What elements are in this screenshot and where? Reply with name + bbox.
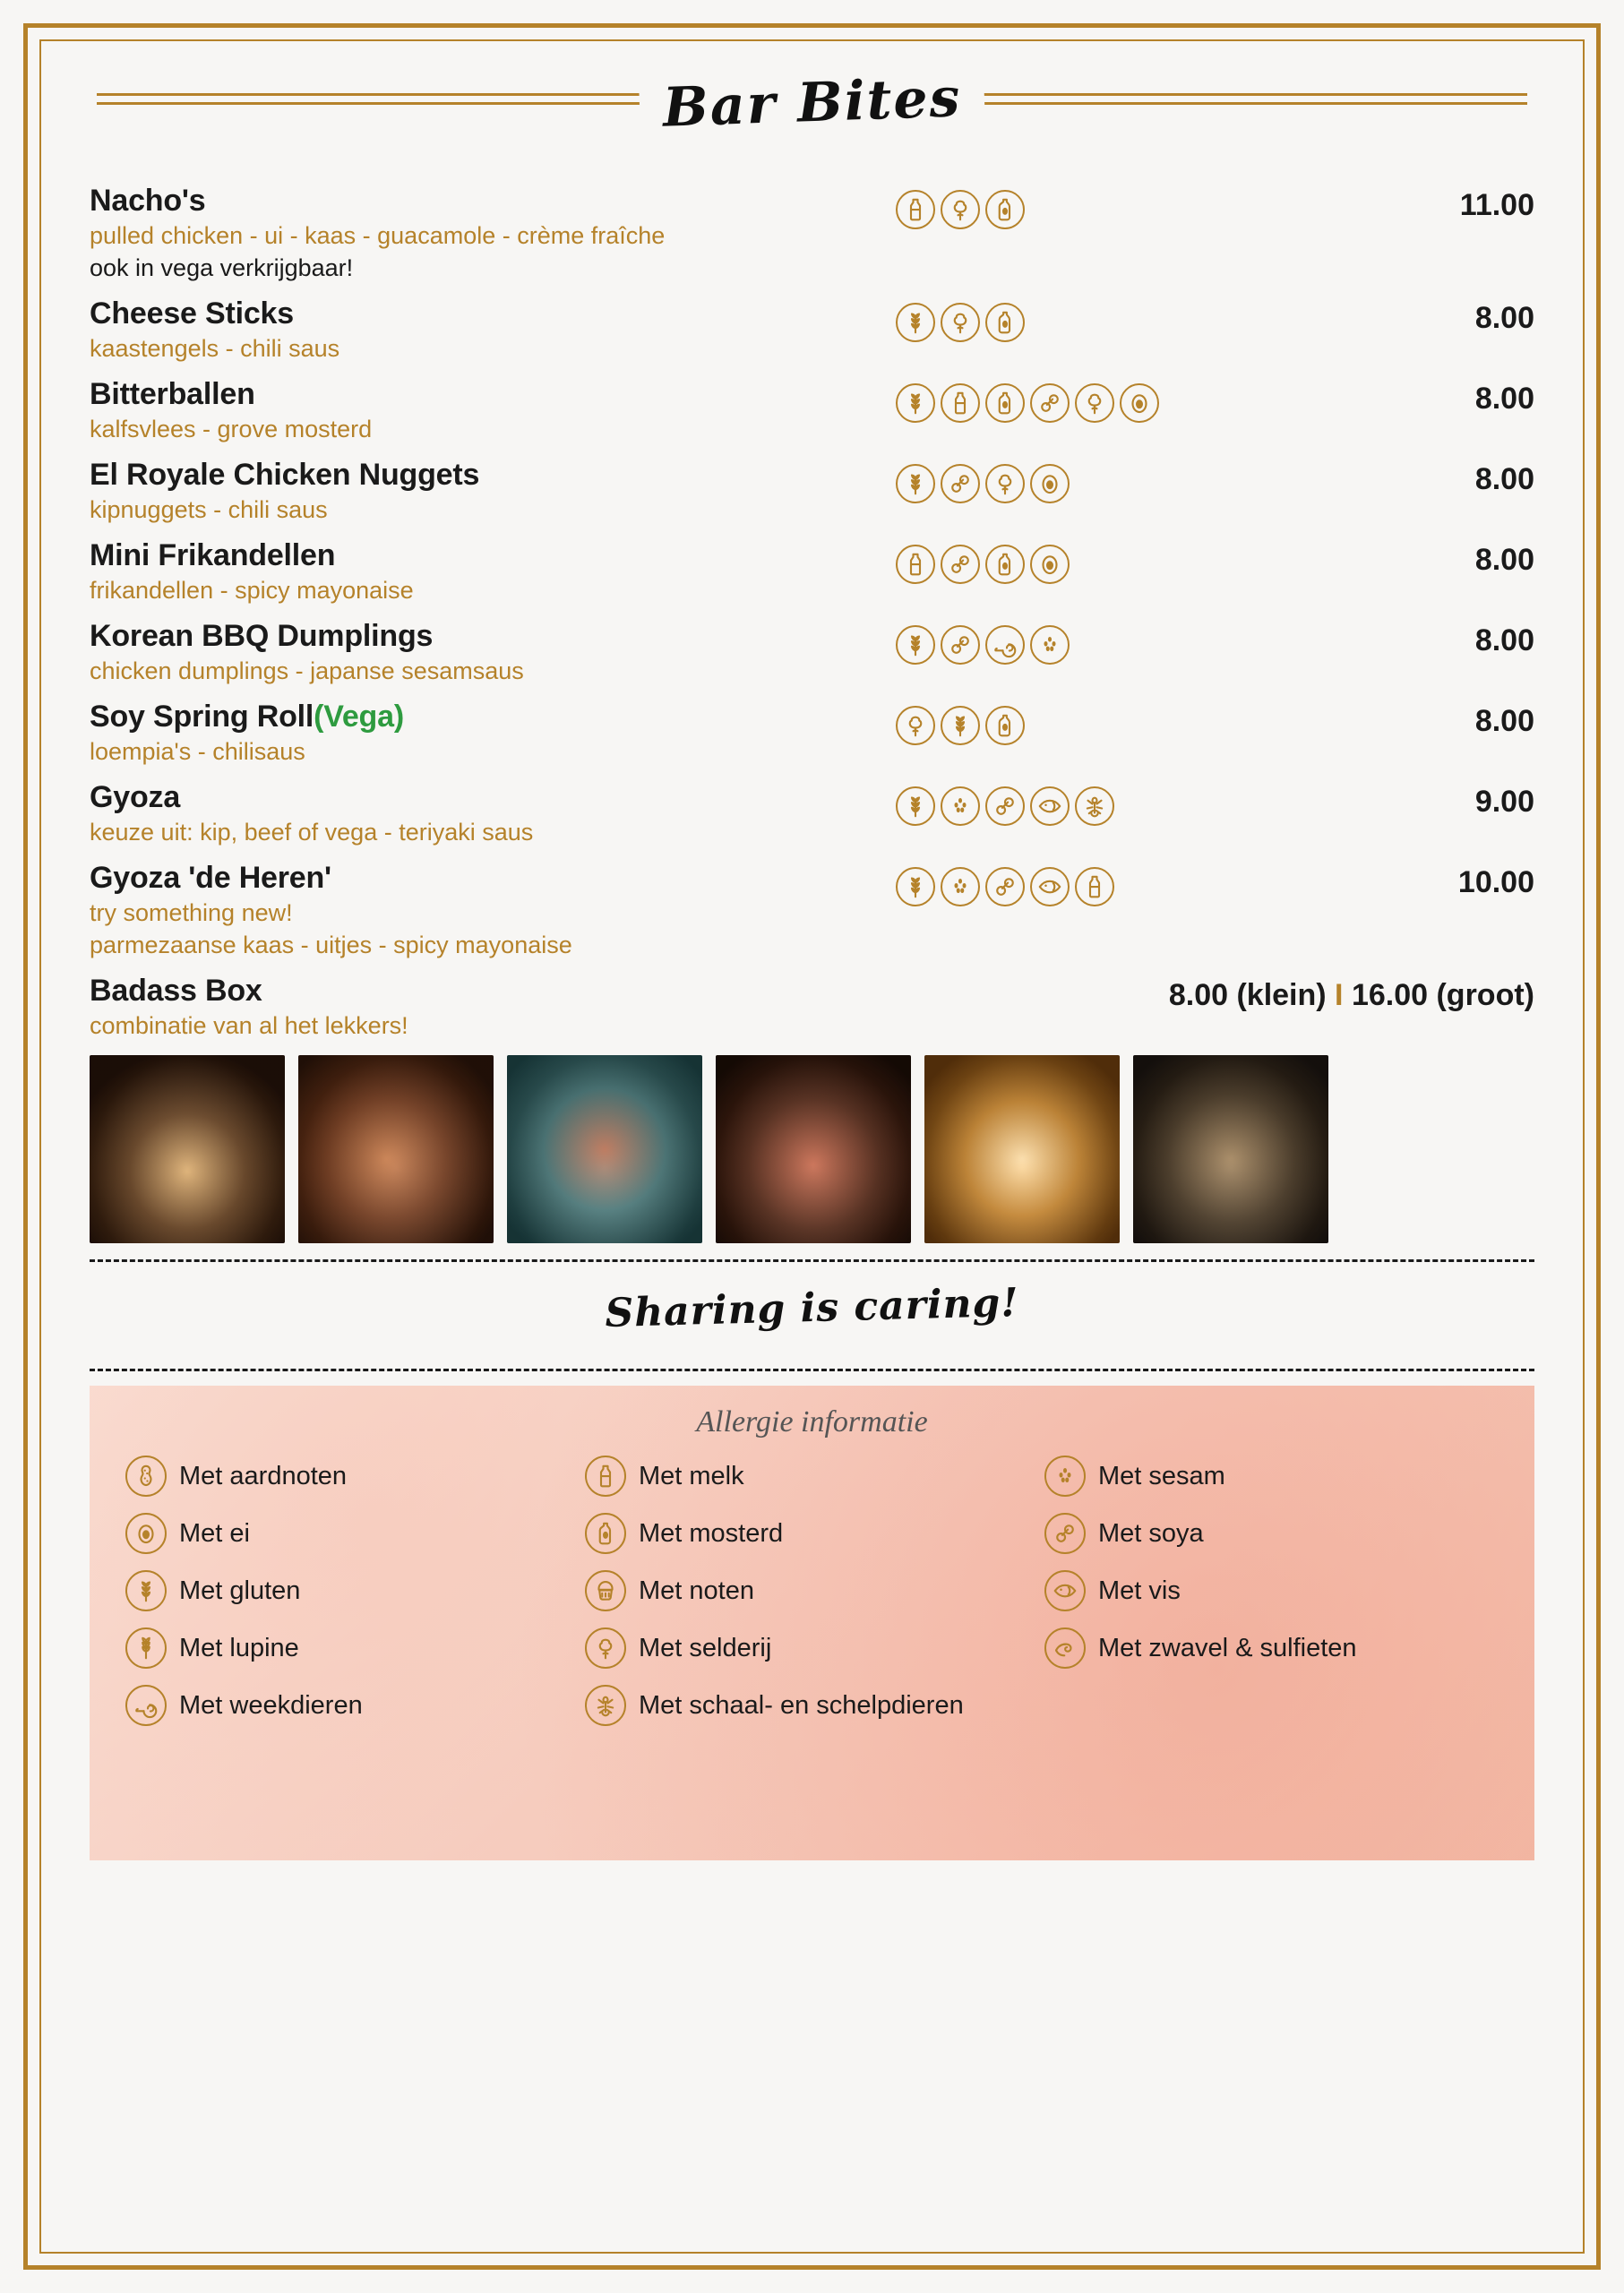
allergen-icon-group <box>896 457 1281 503</box>
menu-item-text <box>90 973 770 1041</box>
allergy-info-panel <box>90 1386 1534 1860</box>
allergen-icon-group <box>896 618 1281 665</box>
crustaceans-icon <box>1075 786 1114 826</box>
peanuts-icon <box>125 1456 167 1497</box>
price-large: 16.00 (groot) <box>1351 978 1534 1013</box>
sharing-tagline: Sharing is caring! <box>604 1280 1020 1337</box>
milk-icon <box>585 1456 626 1497</box>
gluten-icon <box>125 1570 167 1611</box>
allergy-legend-item <box>125 1685 580 1726</box>
menu-item-description: frikandellen - spicy mayonaise <box>90 577 414 605</box>
divider-bottom <box>90 1369 1534 1371</box>
menu-item-text <box>90 699 896 767</box>
gluten-icon <box>896 464 935 503</box>
egg-icon <box>1030 464 1070 503</box>
soy-icon <box>941 464 980 503</box>
soy-icon <box>1030 383 1070 423</box>
gluten-icon <box>896 786 935 826</box>
fish-icon <box>1030 867 1070 906</box>
menu-item-text <box>90 618 896 686</box>
fish-icon <box>1044 1570 1086 1611</box>
allergy-legend-label: Met zwavel & sulfieten <box>1098 1633 1357 1662</box>
menu-item-description: kalfsvlees - grove mosterd <box>90 416 373 443</box>
allergy-legend-label: Met selderij <box>639 1633 772 1662</box>
menu-header <box>90 54 1534 152</box>
sesame-icon <box>1044 1456 1086 1497</box>
photo-tuna-plate <box>507 1055 702 1243</box>
menu-item-price: 8.00 <box>1474 300 1534 335</box>
sesame-icon <box>1030 625 1070 665</box>
menu-item-name: Soy Spring Roll(Vega) <box>90 700 404 734</box>
allergy-legend-item <box>585 1513 1039 1554</box>
allergy-legend-item <box>1044 1570 1499 1611</box>
menu-item-text <box>90 296 896 364</box>
allergy-legend-item <box>1044 1513 1499 1554</box>
menu-item <box>90 618 1534 686</box>
gluten-icon <box>896 383 935 423</box>
menu-item-name: Gyoza <box>90 780 181 815</box>
allergy-legend-label: Met lupine <box>179 1633 299 1662</box>
menu-item-name: Mini Frikandellen <box>90 538 336 573</box>
photo-tartare <box>90 1055 285 1243</box>
menu-item-price: 8.00 <box>1474 462 1534 497</box>
mustard-icon <box>985 706 1025 745</box>
menu-item-text <box>90 183 896 283</box>
mustard-icon <box>985 383 1025 423</box>
menu-item <box>90 296 1534 364</box>
allergy-legend-label: Met sesam <box>1098 1461 1225 1490</box>
celery-icon <box>941 303 980 342</box>
soy-icon <box>1044 1513 1086 1554</box>
egg-icon <box>1120 383 1159 423</box>
menu-items-list <box>90 183 1534 1041</box>
soy-icon <box>941 545 980 584</box>
celery-icon <box>985 464 1025 503</box>
allergy-legend-label: Met weekdieren <box>179 1690 363 1720</box>
menu-item <box>90 779 1534 847</box>
allergy-legend-label: Met mosterd <box>639 1518 784 1548</box>
allergy-legend-label: Met noten <box>639 1576 754 1605</box>
menu-item <box>90 537 1534 605</box>
soy-icon <box>941 625 980 665</box>
mustard-icon <box>985 190 1025 229</box>
allergy-legend-label: Met schaal- en schelpdieren <box>639 1690 964 1720</box>
allergen-icon-group <box>896 296 1281 342</box>
menu-item-description: loempia's - chilisaus <box>90 738 305 766</box>
allergy-legend-label: Met melk <box>639 1461 744 1490</box>
menu-item-description-secondary: parmezaanse kaas - uitjes - spicy mayonaise <box>90 932 572 959</box>
price-separator: I <box>1335 978 1344 1013</box>
molluscs-icon <box>985 625 1025 665</box>
lupine-icon <box>125 1627 167 1669</box>
allergy-legend-item <box>585 1570 1039 1611</box>
sesame-icon <box>941 867 980 906</box>
allergy-grid <box>125 1456 1499 1726</box>
allergen-icon-group <box>896 779 1281 826</box>
menu-item <box>90 457 1534 525</box>
menu-item-price: 8.00 <box>1474 704 1534 739</box>
allergy-legend-item <box>125 1456 580 1497</box>
nuts-icon <box>585 1570 626 1611</box>
allergy-legend-label: Met gluten <box>179 1576 301 1605</box>
menu-item-description: chicken dumplings - japanse sesamsaus <box>90 657 524 685</box>
menu-item-price-combo <box>770 973 1534 1013</box>
allergy-legend-item <box>125 1627 580 1669</box>
allergy-legend-label: Met ei <box>179 1518 250 1548</box>
allergy-legend-item <box>125 1513 580 1554</box>
price-small: 8.00 (klein) <box>1168 978 1327 1013</box>
menu-item-text <box>90 457 896 525</box>
menu-item-description: combinatie van al het lekkers! <box>90 1012 408 1040</box>
celery-icon <box>896 706 935 745</box>
allergy-legend-label: Met soya <box>1098 1518 1204 1548</box>
allergy-legend-item <box>1044 1456 1499 1497</box>
allergy-legend-label: Met vis <box>1098 1576 1181 1605</box>
allergen-icon-group <box>896 860 1281 906</box>
allergen-icon-group <box>896 183 1281 229</box>
molluscs-icon <box>125 1685 167 1726</box>
allergen-icon-group <box>896 376 1281 423</box>
menu-item-text <box>90 376 896 444</box>
header-rule-right <box>983 93 1527 113</box>
allergy-title: Allergie informatie <box>696 1405 928 1439</box>
sulfite-icon <box>1044 1627 1086 1669</box>
menu-item-description: try something new! <box>90 899 293 927</box>
crustaceans-icon <box>585 1685 626 1726</box>
allergy-legend-item <box>1044 1627 1499 1669</box>
gluten-icon <box>896 625 935 665</box>
menu-item-description: kipnuggets - chili saus <box>90 496 328 524</box>
celery-icon <box>1075 383 1114 423</box>
fish-icon <box>1030 786 1070 826</box>
menu-item-name: Bitterballen <box>90 377 255 412</box>
allergen-icon-group <box>896 699 1281 745</box>
allergy-legend-item <box>585 1456 1039 1497</box>
soy-icon <box>985 867 1025 906</box>
menu-item <box>90 860 1534 960</box>
menu-item-price: 8.00 <box>1474 623 1534 658</box>
menu-item-price: 11.00 <box>1459 188 1534 222</box>
allergy-legend-item <box>585 1627 1039 1669</box>
milk-icon <box>941 383 980 423</box>
milk-icon <box>1075 867 1114 906</box>
menu-item-name: El Royale Chicken Nuggets <box>90 458 480 493</box>
allergy-legend-item <box>585 1685 1039 1726</box>
menu-item-price: 10.00 <box>1457 865 1534 900</box>
gluten-icon <box>941 706 980 745</box>
allergy-legend-item <box>125 1570 580 1611</box>
menu-item-text <box>90 537 896 605</box>
sesame-icon <box>941 786 980 826</box>
menu-item <box>90 699 1534 767</box>
menu-item-name: Korean BBQ Dumplings <box>90 619 434 654</box>
soy-icon <box>985 786 1025 826</box>
egg-icon <box>1030 545 1070 584</box>
photo-tomato-dish <box>298 1055 494 1243</box>
menu-item-name: Cheese Sticks <box>90 296 294 331</box>
gluten-icon <box>896 303 935 342</box>
menu-item-description: kaastengels - chili saus <box>90 335 340 363</box>
menu-item-badass-box <box>90 973 1534 1041</box>
gluten-icon <box>896 867 935 906</box>
menu-item-vega-tag: (Vega) <box>314 700 404 734</box>
photo-steak-plate <box>1133 1055 1328 1243</box>
menu-item-name: Badass Box <box>90 974 262 1009</box>
header-rule-left <box>97 93 641 113</box>
page-title: Bar Bites <box>639 65 985 140</box>
menu-item-name: Gyoza 'de Heren' <box>90 861 331 896</box>
mustard-icon <box>985 303 1025 342</box>
menu-item-text <box>90 860 896 960</box>
milk-icon <box>896 190 935 229</box>
egg-icon <box>125 1513 167 1554</box>
menu-item-description: pulled chicken - ui - kaas - guacamole - crème fraîche <box>90 222 666 250</box>
menu-item-price: 8.00 <box>1474 382 1534 417</box>
photo-cocktail <box>924 1055 1120 1243</box>
allergen-icon-group <box>896 537 1281 584</box>
menu-item-price: 8.00 <box>1474 543 1534 578</box>
menu-item-description-secondary: ook in vega verkrijgbaar! <box>90 254 354 282</box>
menu-item-description: keuze uit: kip, beef of vega - teriyaki saus <box>90 819 534 846</box>
menu-item-text <box>90 779 896 847</box>
celery-icon <box>941 190 980 229</box>
celery-icon <box>585 1627 626 1669</box>
menu-item <box>90 183 1534 283</box>
photo-sushi-roll <box>716 1055 911 1243</box>
photo-strip <box>90 1055 1534 1243</box>
menu-item-name: Nacho's <box>90 184 206 218</box>
menu-content <box>90 54 1534 2239</box>
milk-icon <box>896 545 935 584</box>
allergy-legend-label: Met aardnoten <box>179 1461 348 1490</box>
mustard-icon <box>585 1513 626 1554</box>
mustard-icon <box>985 545 1025 584</box>
menu-item-price: 9.00 <box>1474 785 1534 820</box>
menu-item <box>90 376 1534 444</box>
